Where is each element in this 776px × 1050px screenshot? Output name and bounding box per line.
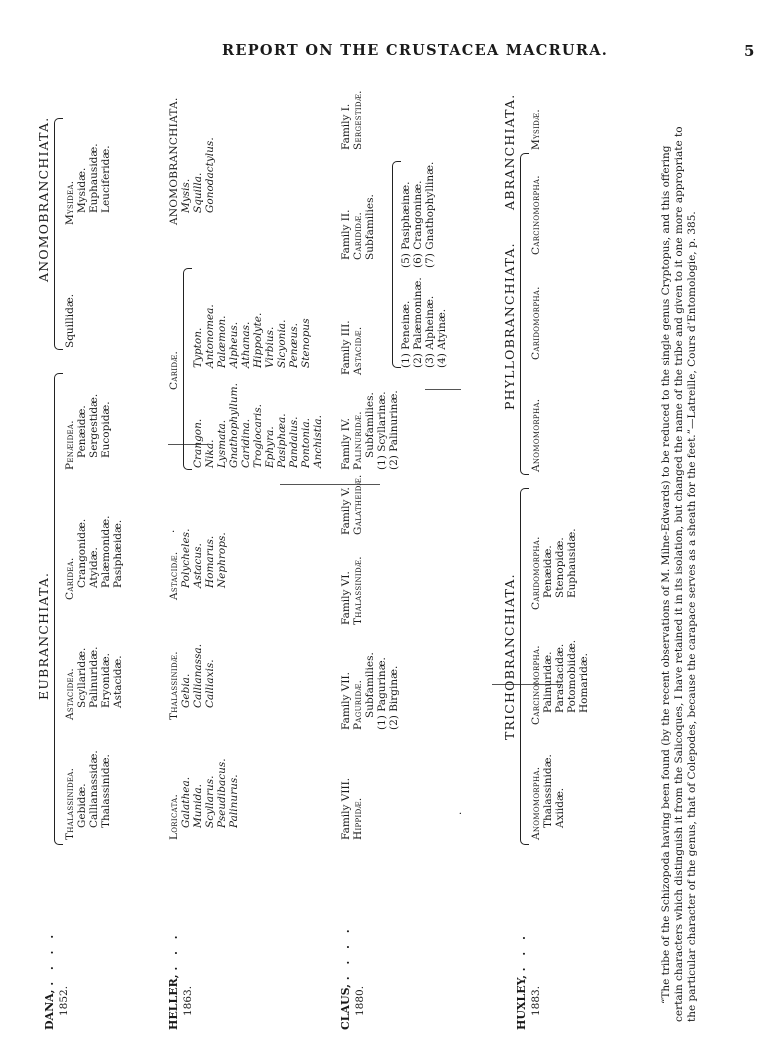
- dana-col-thalassinidea: Thalassinidea. Gebidæ. Callianassidæ. Thalassinidæ.: [64, 750, 112, 840]
- dana-anomobranchiata-brace: [54, 118, 63, 350]
- huxley-author: HUXLEY, . . .: [515, 932, 528, 1030]
- dana-col-astacidea: Astacidea. Scyllaridæ. Palinuridæ. Eryonidæ. Astacidæ.: [64, 646, 124, 720]
- footnote: “The tribe of the Schizopoda having been found (by the recent observations of M. Milne-Edwards) to be reduced to the single genus Cryptopus, and this offering certain characters which distinguish it from the Salicoques, I have retained it in its isolation, but changed the name of the tribe and given to it one more appropriate to the particular character of the genus, that of Colepodes, because the carapace serves as a sheath for the feet.”—Latreille, Cours d’Entomologie, p. 385.: [660, 126, 698, 1022]
- running-title: REPORT ON THE CRUSTACEA MACRURA.: [222, 42, 609, 59]
- huxley-phyllo-brace: [520, 153, 529, 475]
- rotated-classification-table: [36, 70, 740, 1030]
- huxley-abranchiata-mysidae: Mysidæ.: [530, 109, 542, 150]
- page-number: 5: [744, 42, 755, 60]
- heller-caridae-right: Typton. Antonomea. Palæmon. Alpheus. Athanas. Hippolyte. Virbius. Sicyonia. Penæus. Stenopus: [192, 304, 312, 368]
- huxley-trichobranchiata-title: TRICHOBRANCHIATA.: [502, 573, 517, 740]
- claus-dot-mark: ·: [455, 811, 467, 815]
- heller-col-astacidae: Astacidæ. Polycheles. Astacus. Homarus. Nephrops.: [168, 528, 228, 600]
- dana-col-mysidea: Mysidea. Mysidæ. Euphausidæ. Leuciferidæ.: [64, 143, 112, 225]
- heller-col-loricata: Loricata. Galathea. Munida. Scyllarus. Pseudibacus. Palinurus.: [168, 758, 240, 840]
- page-header: [0, 42, 776, 66]
- dana-dot-mark: ·: [168, 529, 180, 533]
- huxley-year: 1883.: [530, 985, 542, 1016]
- huxley-tricho-brace: [520, 488, 529, 845]
- heller-col-thalassinidae: Thalassinidæ. Gebia. Callianassa. Calliaxis.: [168, 643, 216, 720]
- claus-family-6: Family VI. Thalassinidæ.: [340, 556, 364, 625]
- claus-subfamilies-left: (1) Peneinæ. (2) Palæmoninæ. (3) Alpheinæ. (4) Atyinæ.: [400, 277, 448, 368]
- heller-caridae-rule: [280, 484, 380, 485]
- heller-claus-rule: [425, 389, 461, 390]
- claus-author: CLAUS, . . . .: [339, 925, 352, 1030]
- heller-caridae-brace: [183, 268, 192, 470]
- heller-author: HELLER, . . .: [167, 931, 180, 1030]
- claus-family-1: Family I. Sergestidæ.: [340, 90, 364, 150]
- heller-col-anomobranchiata: ANOMOBRANCHIATA. Mysis. Squilla. Gonodactylus.: [168, 97, 216, 225]
- huxley-phyllo-caridomorpha: Caridomorpha.: [530, 286, 542, 360]
- dana-eubranchiata-brace: [54, 373, 63, 845]
- dana-anomobranchiata-title: ANOMOBRANCHIATA.: [36, 116, 51, 282]
- huxley-tricho-col-carcinomorpha: Carcinomorpha. Palinuridæ. Parastacidæ. Potomobiidæ. Homaridæ.: [530, 639, 590, 725]
- huxley-phyllobranchiata-title: PHYLLOBRANCHIATA.: [502, 242, 517, 410]
- claus-subfamilies-right: (5) Pasiphæinæ. (6) Crangoninæ. (7) Gnathophyllinæ.: [400, 161, 436, 268]
- heller-caridae-left: Crangon. Nika. Lysmata. Gnathophyllum. Caridina. Troglocaris. Ephyra. Pasiphæa. Pandalus. Pontonia. Anchistia.: [192, 383, 324, 468]
- huxley-abranchiata-title: ABRANCHIATA.: [502, 93, 517, 210]
- dana-author: DANA, . . . .: [43, 930, 56, 1030]
- huxley-tricho-col-caridomorpha: Caridomorpha. Penæidæ. Stenopidæ. Euphausidæ.: [530, 528, 578, 610]
- claus-family-5: Family V. Galatheidæ.: [340, 474, 364, 535]
- claus-year: 1880.: [354, 985, 366, 1016]
- dana-col-squillidae: Squillidæ.: [64, 293, 76, 348]
- huxley-phyllo-anomomorpha: Anomomorpha.: [530, 398, 542, 472]
- claus-family-4: Family IV. Palinuridæ. Subfamilies. (1) Scyllarinæ. (2) Palinurinæ.: [340, 390, 400, 470]
- huxley-tricho-col-anomomorpha: Anomomorpha. Thalassinidæ. Axiidæ.: [530, 754, 566, 840]
- huxley-phyllo-carcinomorpha: Carcinomorpha.: [530, 175, 542, 255]
- claus-family-2: Family II. Carididæ. Subfamilies.: [340, 194, 376, 260]
- dana-eubranchiata-title: EUBRANCHIATA.: [36, 571, 51, 700]
- dana-col-caridea: Caridea. Crangonidæ. Atyidæ. Palæmonidæ. Pasiphæidæ.: [64, 515, 124, 600]
- claus-family-3: Family III. Astacidæ.: [340, 320, 364, 375]
- claus-family-7: Family VII. Paguridæ. Subfamilies. (1) Pagurinæ. (2) Birginæ.: [340, 652, 400, 730]
- heller-year: 1863.: [182, 985, 194, 1016]
- heller-caridae-head: Caridæ.: [168, 350, 180, 390]
- dana-year: 1852.: [58, 985, 70, 1016]
- claus-family-8: Family VIII. Hippidæ.: [340, 777, 364, 840]
- dana-col-penaeidea: Penæidea. Penæidæ. Sergestidæ. Eucopidæ.: [64, 393, 112, 470]
